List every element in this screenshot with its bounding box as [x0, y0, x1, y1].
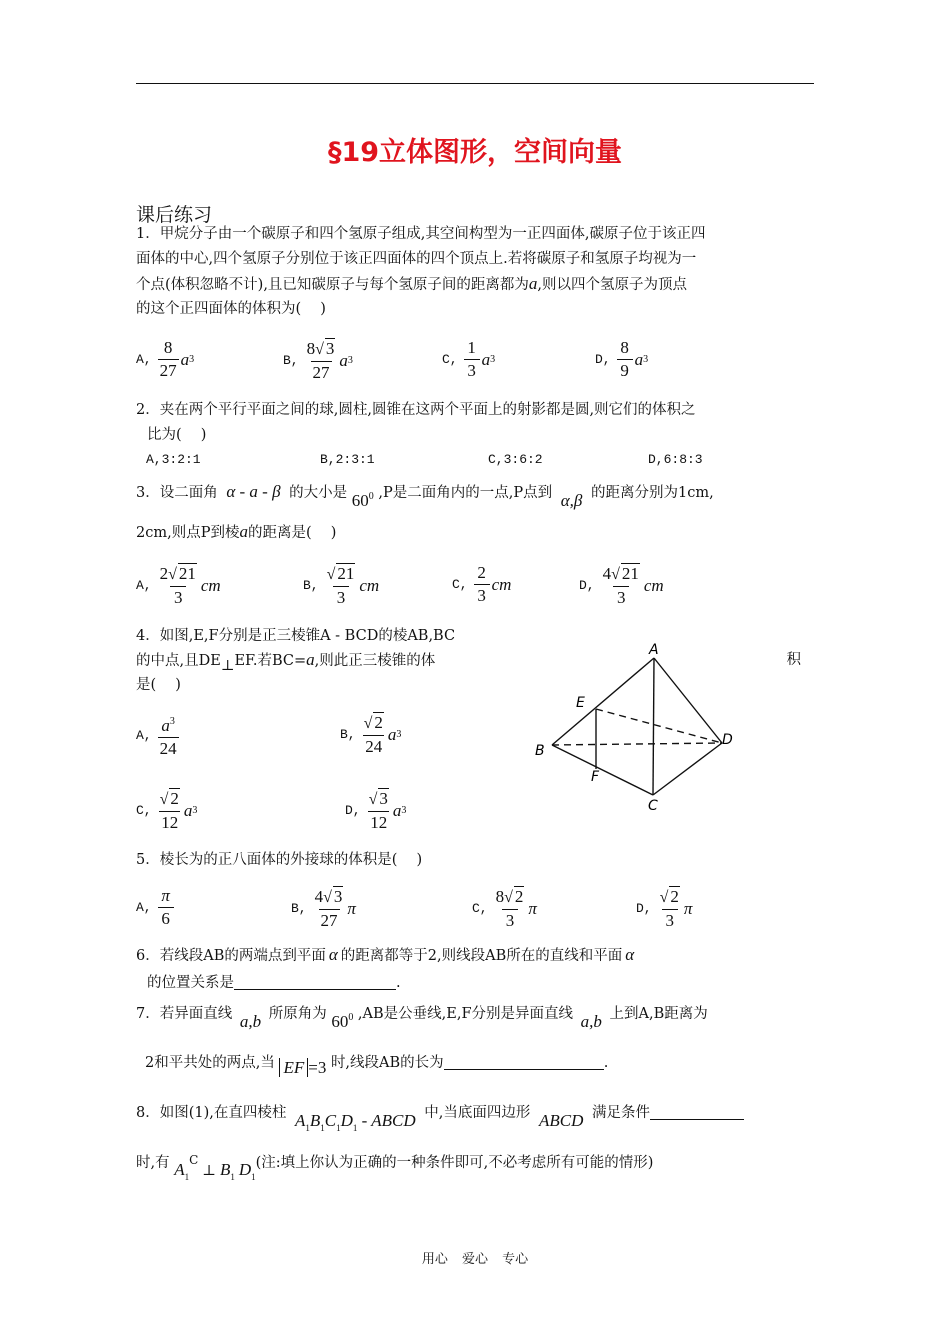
label-b: B — [535, 743, 545, 759]
edge-bc — [552, 745, 653, 795]
q3-line-2: 2cm,则点P到棱a的距离是( ) — [136, 522, 337, 541]
fraction: $\frac{8}{9}$ — [617, 338, 633, 381]
q3-option-b[interactable]: B, $\frac{√ 21}{3}$ cm — [303, 564, 380, 607]
fraction: $\frac{√ 2}{12}$ — [159, 789, 179, 832]
q2-option-c[interactable]: C,3:6:2 — [488, 452, 543, 467]
fraction: $\frac{√ 2}{24}$ — [363, 713, 383, 756]
pyramid-figure — [528, 640, 748, 815]
fraction: $\frac{8√ 3}{27}$ — [306, 339, 335, 382]
edge-ad — [654, 658, 722, 743]
page-footer: 用心 爱心 专心 — [421, 1252, 529, 1267]
q1-option-d[interactable]: D, $\frac{8}{9}$ a 3 — [595, 338, 649, 380]
fraction: $\frac{2}{3}$ — [474, 563, 490, 606]
q4-option-a[interactable]: A, $\frac{a^3}{24}$ — [136, 712, 181, 759]
q6-line-2: 的位置关系是 . — [147, 975, 401, 991]
q3-option-d[interactable]: D, $\frac{4√ 21}{3}$ cm — [579, 564, 664, 607]
fraction: $\frac{2√ 21}{3}$ — [159, 564, 196, 607]
q5-option-c[interactable]: C, $\frac{8√ 2}{3}$ π — [472, 887, 537, 930]
q4-line-2: 的中点,且DE⊥EF.若BC=a,则此正三棱锥的体 积 — [136, 650, 801, 674]
q5-option-d[interactable]: D, $\frac{√ 2}{3}$ π — [636, 887, 693, 930]
q5-option-b[interactable]: B, $\frac{4√ 3}{27}$ π — [291, 887, 356, 930]
q1-option-a[interactable]: A, $\frac{8}{27}$ a 3 — [136, 338, 195, 380]
q5-line-1: 5．棱长为的正八面体的外接球的体积是( ) — [136, 852, 423, 868]
fraction: $\frac{4√ 3}{27}$ — [314, 887, 343, 930]
edge-bd — [552, 743, 722, 745]
edge-ac — [653, 658, 654, 795]
q2-line-2: 比为( ) — [147, 427, 207, 443]
label-d: D — [722, 732, 733, 748]
q8-line-1: 8．如图(1),在直四棱柱 $A_1B_1C_1D_1$ - ABCD 中,当底面四边形 ABCD 满足条件 — [136, 1100, 744, 1132]
label-f: F — [591, 769, 600, 785]
edge-cd — [653, 743, 722, 795]
label-a: A — [649, 642, 659, 658]
q4-line-3: 是( ) — [136, 677, 181, 693]
q8-line-2: 时,有 $A_1^C\perp$ $B_1$ $D_1$(注:填上你认为正确的一种条件即可,不必考虑所有可能的情形) — [136, 1153, 654, 1182]
header-rule — [136, 83, 814, 84]
q8-answer-blank[interactable] — [650, 1119, 744, 1120]
q3-option-c[interactable]: C, $\frac{2}{3}$ cm — [452, 563, 512, 605]
q5-option-a[interactable]: A, $\frac{\pi}{6}$ — [136, 886, 176, 929]
q2-option-d[interactable]: D,6:8:3 — [648, 452, 703, 467]
label-c: C — [648, 798, 658, 814]
fraction: $\frac{8√ 2}{3}$ — [495, 887, 524, 930]
q1-line-2: 面体的中心,四个氢原子分别位于该正四面体的四个顶点上.若将碳原子和氢原子均视为一 — [136, 251, 697, 267]
q2-option-a[interactable]: A,3:2:1 — [146, 452, 201, 467]
q6-line-1: 6．若线段AB的两端点到平面 α 的距离都等于2,则线段AB所在的直线和平面 α — [136, 945, 635, 964]
q4-option-b[interactable]: B, $\frac{√ 2}{24}$ a 3 — [340, 713, 402, 756]
fraction: $\frac{1}{3}$ — [464, 338, 480, 381]
fraction: $\frac{√ 21}{3}$ — [326, 564, 355, 607]
q6-answer-blank[interactable] — [234, 989, 396, 990]
q1-line-4: 的这个正四面体的体积为( ) — [136, 301, 326, 317]
q1-line-1: 1．甲烷分子由一个碳原子和四个氢原子组成,其空间构型为一正四面体,碳原子位于该正四 — [136, 226, 706, 242]
q4-line-1: 4．如图,E,F分别是正三棱锥A - BCD的棱AB,BC — [136, 628, 456, 644]
fraction: $\frac{8}{27}$ — [159, 338, 177, 380]
fraction: $\frac{4√ 21}{3}$ — [602, 564, 639, 607]
q4-option-d[interactable]: D, $\frac{√ 3}{12}$ a 3 — [345, 789, 407, 832]
q3-option-a[interactable]: A, $\frac{2√ 21}{3}$ cm — [136, 564, 221, 607]
fraction: $\frac{√ 3}{12}$ — [368, 789, 388, 832]
q7-line-2: 2和平共处的两点,当 EF =3 时,线段AB的长为 . — [145, 1055, 609, 1077]
q2-option-b[interactable]: B,2:3:1 — [320, 452, 375, 467]
page-title: §19立体图形，空间向量 — [327, 137, 623, 168]
q1-option-c[interactable]: C, $\frac{1}{3}$ a 3 — [442, 338, 496, 380]
q7-line-1: 7．若异面直线 a,b 所原角为 $60^0$ ,AB是公垂线,E,F分别是异面直线 a,b 上到A,B距离为 — [136, 1006, 708, 1031]
fraction: $\frac{\pi}{6}$ — [158, 886, 174, 929]
q4-option-c[interactable]: C, $\frac{√ 2}{12}$ a 3 — [136, 789, 198, 832]
q7-answer-blank[interactable] — [444, 1069, 604, 1070]
q1-option-b[interactable]: B, $\frac{8√ 3}{27}$ a 3 — [283, 339, 353, 382]
edge-ab — [552, 658, 654, 745]
section-heading: 课后练习 — [136, 204, 213, 226]
label-e: E — [576, 695, 585, 711]
q2-line-1: 2．夹在两个平行平面之间的球,圆柱,圆锥在这两个平面上的射影都是圆,则它们的体积之 — [136, 402, 696, 418]
fraction: $\frac{√ 2}{3}$ — [659, 887, 679, 930]
fraction: $\frac{a^3}{24}$ — [159, 716, 177, 758]
segment-de — [596, 709, 722, 743]
q3-line-1: 3．设二面角 α - a - β 的大小是 $60^0$ ,P是二面角内的一点,P点到 α,β 的距离分别为1cm, — [136, 482, 714, 510]
q1-line-3: 个点(体积忽略不计),且已知碳原子与每个氢原子间的距离都为a,则以四个氢原子为顶点 — [136, 274, 688, 293]
